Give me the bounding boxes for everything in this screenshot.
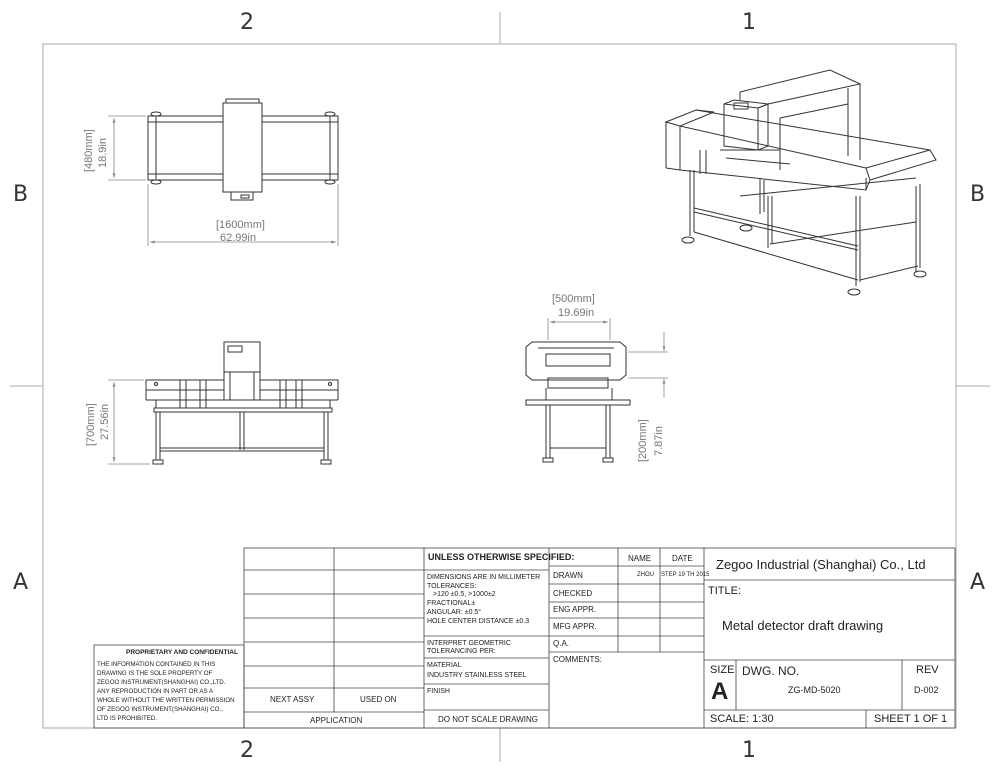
tb-finish: FINISH: [427, 688, 450, 695]
tb-drawn: DRAWN: [553, 571, 583, 580]
tb-tol-range: >120 ±0.5, >1000±2: [433, 591, 496, 598]
tb-dims-note: DIMENSIONS ARE IN MILLIMETER: [427, 574, 541, 581]
tb-company: Zegoo Industrial (Shanghai) Co., Ltd: [716, 557, 926, 572]
tb-next-assy: NEXT ASSY: [270, 695, 315, 704]
prop-line: ANY REPRODUCTION IN PART OR AS A: [97, 688, 214, 695]
isometric-view: [666, 70, 936, 295]
tb-tolerancing: TOLERANCING PER:: [427, 648, 496, 655]
tb-used-on: USED ON: [360, 695, 397, 704]
dim-top-length-mm: [1600mm]: [216, 219, 265, 231]
dim-side-height-in: 7.87in: [653, 426, 665, 456]
tb-fractional: FRACTIONAL±: [427, 600, 476, 607]
tb-checked: CHECKED: [553, 589, 593, 598]
tb-angular: ANGULAR: ±0.5°: [427, 609, 482, 616]
prop-line: LTD IS PROHIBITED.: [97, 715, 158, 722]
tb-interpret: INTERPRET GEOMETRIC: [427, 640, 511, 647]
tb-rev: D-002: [914, 685, 939, 695]
tb-title: Metal detector draft drawing: [722, 618, 884, 633]
tb-date: DATE: [672, 554, 693, 563]
tb-eng-appr: ENG APPR.: [553, 605, 597, 614]
dim-top-height-in: 18.9in: [97, 138, 109, 168]
tb-dwg-no-label: DWG. NO.: [742, 664, 800, 678]
zone-top-2: 2: [240, 10, 254, 35]
tb-drawn-name: ZHOU: [637, 572, 654, 578]
dim-side-height-mm: [200mm]: [637, 419, 649, 462]
tb-qa: Q.A.: [553, 639, 570, 648]
zone-right-b: B: [970, 182, 986, 207]
prop-line: OF ZEGOO INSTRUMENT(SHANGHAI) CO.,: [97, 706, 223, 713]
tb-size-label: SIZE: [710, 664, 735, 676]
front-view-dims: [108, 380, 150, 464]
prop-line: ZEGOO INSTRUMENT(SHANGHAI) CO.,LTD.: [97, 679, 226, 686]
prop-heading: PROPRIETARY AND CONFIDENTIAL: [126, 649, 238, 656]
tb-sheet: SHEET 1 OF 1: [874, 713, 948, 725]
zone-left-b: B: [13, 182, 29, 207]
dim-front-height-mm: [700mm]: [85, 403, 97, 446]
tb-comments: COMMENTS:: [553, 655, 602, 664]
zone-top-1: 1: [742, 10, 756, 35]
top-view: [148, 99, 338, 200]
prop-line: WHOLE WITHOUT THE WRITTEN PERMISSION: [97, 697, 235, 704]
zone-left-a: A: [13, 570, 29, 595]
front-view: [146, 342, 338, 464]
dim-side-width-mm: [500mm]: [552, 293, 595, 305]
tb-application: APPLICATION: [310, 716, 363, 725]
tb-size: A: [711, 678, 729, 705]
dim-side-width-in: 19.69in: [558, 307, 595, 319]
tb-hole: HOLE CENTER DISTANCE ±0.3: [427, 618, 530, 625]
tb-scale: SCALE: 1:30: [710, 713, 774, 725]
zone-right-a: A: [970, 570, 986, 595]
tb-mfg-appr: MFG APPR.: [553, 622, 597, 631]
zone-bottom-1: 1: [742, 738, 756, 763]
tb-rev-label: REV: [916, 664, 939, 676]
tb-material: MATERIAL: [427, 662, 462, 669]
side-view: [526, 342, 630, 462]
tb-unless: UNLESS OTHERWISE SPECIFIED:: [428, 552, 575, 562]
dim-top-length-in: 62.99in: [220, 232, 257, 244]
tb-drawn-date: STEP 19 TH 2015: [661, 572, 710, 578]
prop-line: THE INFORMATION CONTAINED IN THIS: [97, 661, 216, 668]
dim-front-height-in: 27.56in: [99, 403, 111, 440]
dim-top-height-mm-label: [480mm]: [83, 129, 95, 172]
zone-bottom-2: 2: [240, 738, 254, 763]
tb-do-not-scale: DO NOT SCALE DRAWING: [438, 715, 539, 724]
tb-title-label: TITLE:: [708, 585, 742, 597]
tb-dwg-no: ZG-MD-5020: [788, 685, 841, 695]
prop-line: DRAWING IS THE SOLE PROPERTY OF: [97, 670, 213, 677]
tb-name: NAME: [628, 554, 652, 563]
tb-tolerances: TOLERANCES:: [427, 583, 477, 590]
tb-material-value: INDUSTRY STAINLESS STEEL: [427, 672, 527, 679]
